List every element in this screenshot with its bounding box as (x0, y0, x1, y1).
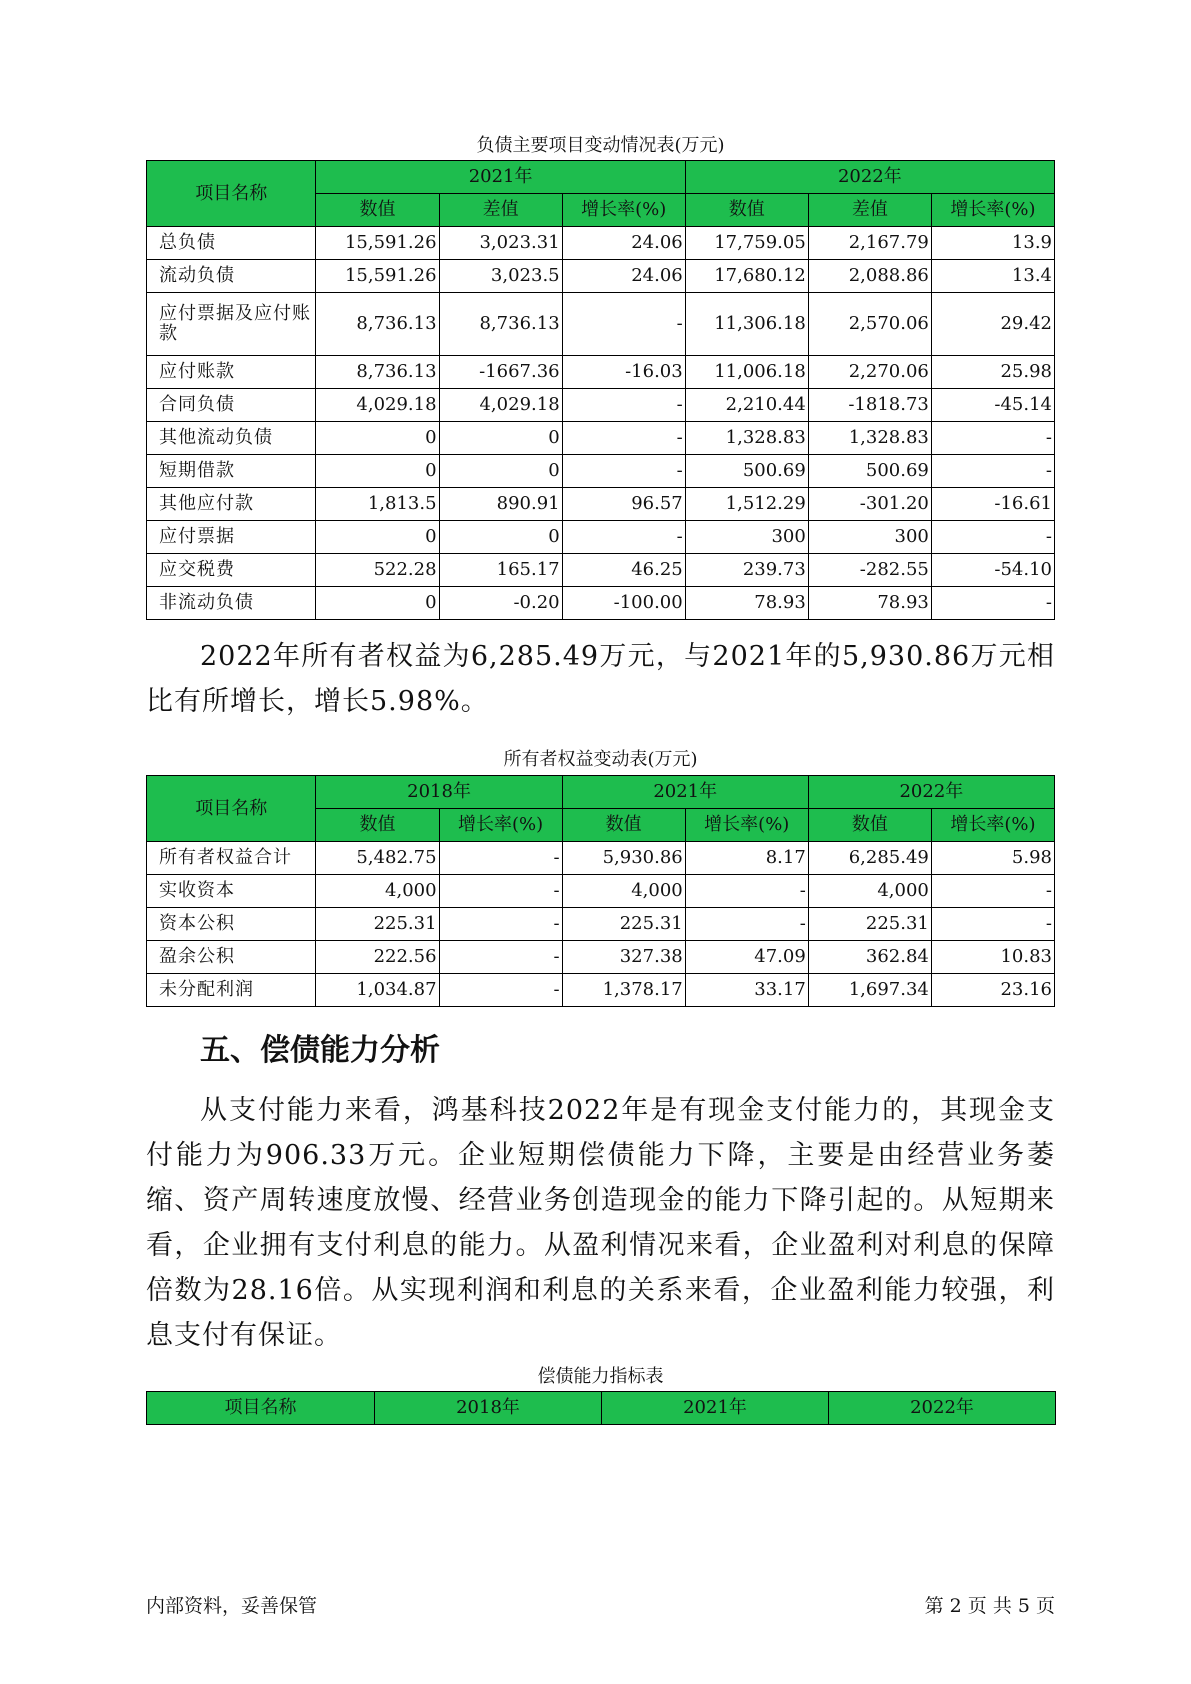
table-row (147, 875, 1055, 908)
table-cell: 8,736.13 (439, 293, 562, 356)
table1-year-header: 2021年 (316, 161, 685, 194)
table-cell: 522.28 (316, 554, 439, 587)
table-cell: - (439, 875, 562, 908)
table-cell: 24.06 (562, 227, 685, 260)
table-cell: -282.55 (808, 554, 931, 587)
solvency-paragraph: 从支付能力来看，鸿基科技2022年是有现金支付能力的，其现金支付能力为906.33万元。企业短期偿债能力下降，主要是由经营业务萎缩、资产周转速度放慢、经营业务创造现金的能力下降引起的。从短期来看，企业拥有支付利息的能力。从盈利情况来看，企业盈利对利息的保障倍数为28.16倍。从实现利润和利息的关系来看，企业盈利能力较强，利息支付有保证。 (146, 1095, 1055, 1351)
table-row (147, 293, 1055, 356)
table-cell: 0 (316, 455, 439, 488)
table-cell: 13.4 (931, 260, 1054, 293)
table-cell: - (685, 908, 808, 941)
table-cell: 0 (316, 422, 439, 455)
table-row (147, 389, 1055, 422)
table-cell: - (562, 521, 685, 554)
table1-caption: 负债主要项目变动情况表(万元) (476, 135, 725, 156)
table3-header: 项目名称 (147, 1392, 375, 1425)
table-cell: 225.31 (562, 908, 685, 941)
table-cell: - (562, 389, 685, 422)
table-cell: 1,328.83 (808, 422, 931, 455)
row-label: 应付票据及应付账款 (147, 293, 316, 356)
table-row (147, 227, 1055, 260)
row-label: 非流动负债 (147, 587, 316, 620)
liabilities-table (146, 160, 1055, 620)
table-row (147, 260, 1055, 293)
table1-sub-header: 差值 (808, 194, 931, 227)
equity-paragraph: 2022年所有者权益为6,285.49万元，与2021年的5,930.86万元相比有所增长，增长5.98%。 (146, 641, 1055, 717)
table-cell: 4,000 (808, 875, 931, 908)
table-cell: 3,023.5 (439, 260, 562, 293)
table2-year-header: 2022年 (808, 776, 1054, 809)
table-cell: - (562, 293, 685, 356)
table-cell: 2,570.06 (808, 293, 931, 356)
table-cell: 225.31 (808, 908, 931, 941)
table-cell: -1667.36 (439, 356, 562, 389)
row-label: 流动负债 (147, 260, 316, 293)
table-cell: -45.14 (931, 389, 1054, 422)
table2-year-header: 2021年 (562, 776, 808, 809)
table-cell: - (439, 908, 562, 941)
table-cell: - (562, 455, 685, 488)
row-label: 实收资本 (147, 875, 316, 908)
table-cell: 0 (316, 521, 439, 554)
table-cell: -301.20 (808, 488, 931, 521)
table-cell: 2,167.79 (808, 227, 931, 260)
table3-header: 2018年 (375, 1392, 602, 1425)
table-cell: -0.20 (439, 587, 562, 620)
table-row (147, 941, 1055, 974)
row-label: 所有者权益合计 (147, 842, 316, 875)
table-cell: 4,000 (316, 875, 439, 908)
table-cell: 17,680.12 (685, 260, 808, 293)
table-cell: 5,930.86 (562, 842, 685, 875)
table-cell: 1,512.29 (685, 488, 808, 521)
table-cell: 5.98 (931, 842, 1054, 875)
table-cell: 33.17 (685, 974, 808, 1007)
table3-header: 2022年 (829, 1392, 1056, 1425)
table-cell: 2,088.86 (808, 260, 931, 293)
row-label: 其他应付款 (147, 488, 316, 521)
footer-confidential: 内部资料，妥善保管 (146, 1595, 318, 1617)
table1-year-header: 2022年 (685, 161, 1054, 194)
table-cell: 78.93 (808, 587, 931, 620)
table-cell: - (931, 587, 1054, 620)
table-row (147, 488, 1055, 521)
table-cell: 96.57 (562, 488, 685, 521)
table2-sub-header: 增长率(%) (685, 809, 808, 842)
table-cell: 327.38 (562, 941, 685, 974)
table-cell: 78.93 (685, 587, 808, 620)
row-label: 其他流动负债 (147, 422, 316, 455)
table-row (147, 455, 1055, 488)
table-cell: 1,813.5 (316, 488, 439, 521)
row-label: 未分配利润 (147, 974, 316, 1007)
table-cell: 15,591.26 (316, 260, 439, 293)
table-cell: 11,006.18 (685, 356, 808, 389)
table-cell: 4,000 (562, 875, 685, 908)
row-label: 总负债 (147, 227, 316, 260)
table-cell: 225.31 (316, 908, 439, 941)
table1-body (147, 227, 1055, 620)
table-cell: 0 (439, 455, 562, 488)
table-cell: 46.25 (562, 554, 685, 587)
table-cell: 1,378.17 (562, 974, 685, 1007)
row-label: 合同负债 (147, 389, 316, 422)
table-row (147, 974, 1055, 1007)
table-cell: 500.69 (685, 455, 808, 488)
table-cell: 2,210.44 (685, 389, 808, 422)
table-cell: 8,736.13 (316, 356, 439, 389)
table-cell: 5,482.75 (316, 842, 439, 875)
table1-sub-header: 增长率(%) (931, 194, 1054, 227)
table3-header: 2021年 (602, 1392, 829, 1425)
table-cell: 4,029.18 (439, 389, 562, 422)
table2-name-header: 项目名称 (147, 776, 316, 842)
table1-name-header: 项目名称 (147, 161, 316, 227)
table-cell: 47.09 (685, 941, 808, 974)
table-cell: -54.10 (931, 554, 1054, 587)
table-cell: 1,034.87 (316, 974, 439, 1007)
table-row (147, 422, 1055, 455)
table-row (147, 554, 1055, 587)
row-label: 短期借款 (147, 455, 316, 488)
table-cell: 3,023.31 (439, 227, 562, 260)
table-cell: - (439, 941, 562, 974)
table-cell: 239.73 (685, 554, 808, 587)
table2-sub-header: 数值 (562, 809, 685, 842)
table-cell: - (931, 422, 1054, 455)
table-cell: - (685, 875, 808, 908)
equity-table (146, 775, 1055, 1007)
row-label: 应付票据 (147, 521, 316, 554)
table2-sub-header: 数值 (808, 809, 931, 842)
table-cell: 0 (439, 521, 562, 554)
table-cell: 11,306.18 (685, 293, 808, 356)
table2-sub-header: 增长率(%) (931, 809, 1054, 842)
table-cell: 8,736.13 (316, 293, 439, 356)
table-cell: 13.9 (931, 227, 1054, 260)
table-cell: 0 (316, 587, 439, 620)
table-cell: 300 (685, 521, 808, 554)
table2-body (147, 842, 1055, 1007)
table-cell: -100.00 (562, 587, 685, 620)
row-label: 应交税费 (147, 554, 316, 587)
table-cell: 362.84 (808, 941, 931, 974)
table2-sub-header: 数值 (316, 809, 439, 842)
table-row (147, 356, 1055, 389)
table-cell: - (931, 521, 1054, 554)
table-cell: 890.91 (439, 488, 562, 521)
table-cell: 300 (808, 521, 931, 554)
table-cell: 222.56 (316, 941, 439, 974)
table-cell: 4,029.18 (316, 389, 439, 422)
table-cell: - (439, 842, 562, 875)
table2-year-header: 2018年 (316, 776, 562, 809)
table-cell: 17,759.05 (685, 227, 808, 260)
table-cell: 24.06 (562, 260, 685, 293)
row-label: 盈余公积 (147, 941, 316, 974)
table1-sub-header: 数值 (316, 194, 439, 227)
table-cell: 165.17 (439, 554, 562, 587)
table-cell: - (562, 422, 685, 455)
table-row (147, 587, 1055, 620)
table-cell: - (931, 455, 1054, 488)
table2-sub-header: 增长率(%) (439, 809, 562, 842)
table-cell: -1818.73 (808, 389, 931, 422)
table-cell: -16.61 (931, 488, 1054, 521)
footer-page-number: 第 2 页 共 5 页 (924, 1595, 1055, 1617)
solvency-table (146, 1391, 1056, 1425)
table-cell: 29.42 (931, 293, 1054, 356)
row-label: 资本公积 (147, 908, 316, 941)
table-cell: 1,697.34 (808, 974, 931, 1007)
table-cell: 10.83 (931, 941, 1054, 974)
table-cell: 15,591.26 (316, 227, 439, 260)
table1-sub-header: 数值 (685, 194, 808, 227)
table-cell: - (931, 908, 1054, 941)
table1-sub-header: 差值 (439, 194, 562, 227)
table-row (147, 521, 1055, 554)
table-row (147, 842, 1055, 875)
table1-sub-header: 增长率(%) (562, 194, 685, 227)
table-cell: 6,285.49 (808, 842, 931, 875)
table2-caption: 所有者权益变动表(万元) (503, 749, 698, 770)
section-heading: 五、偿债能力分析 (200, 1033, 440, 1068)
table-cell: 25.98 (931, 356, 1054, 389)
table-row (147, 908, 1055, 941)
table-cell: 2,270.06 (808, 356, 931, 389)
table-cell: -16.03 (562, 356, 685, 389)
table3-caption: 偿债能力指标表 (537, 1366, 664, 1387)
table-cell: 8.17 (685, 842, 808, 875)
table-cell: 1,328.83 (685, 422, 808, 455)
table-cell: 23.16 (931, 974, 1054, 1007)
row-label: 应付账款 (147, 356, 316, 389)
table-cell: 500.69 (808, 455, 931, 488)
table-cell: - (439, 974, 562, 1007)
table-cell: - (931, 875, 1054, 908)
table-cell: 0 (439, 422, 562, 455)
